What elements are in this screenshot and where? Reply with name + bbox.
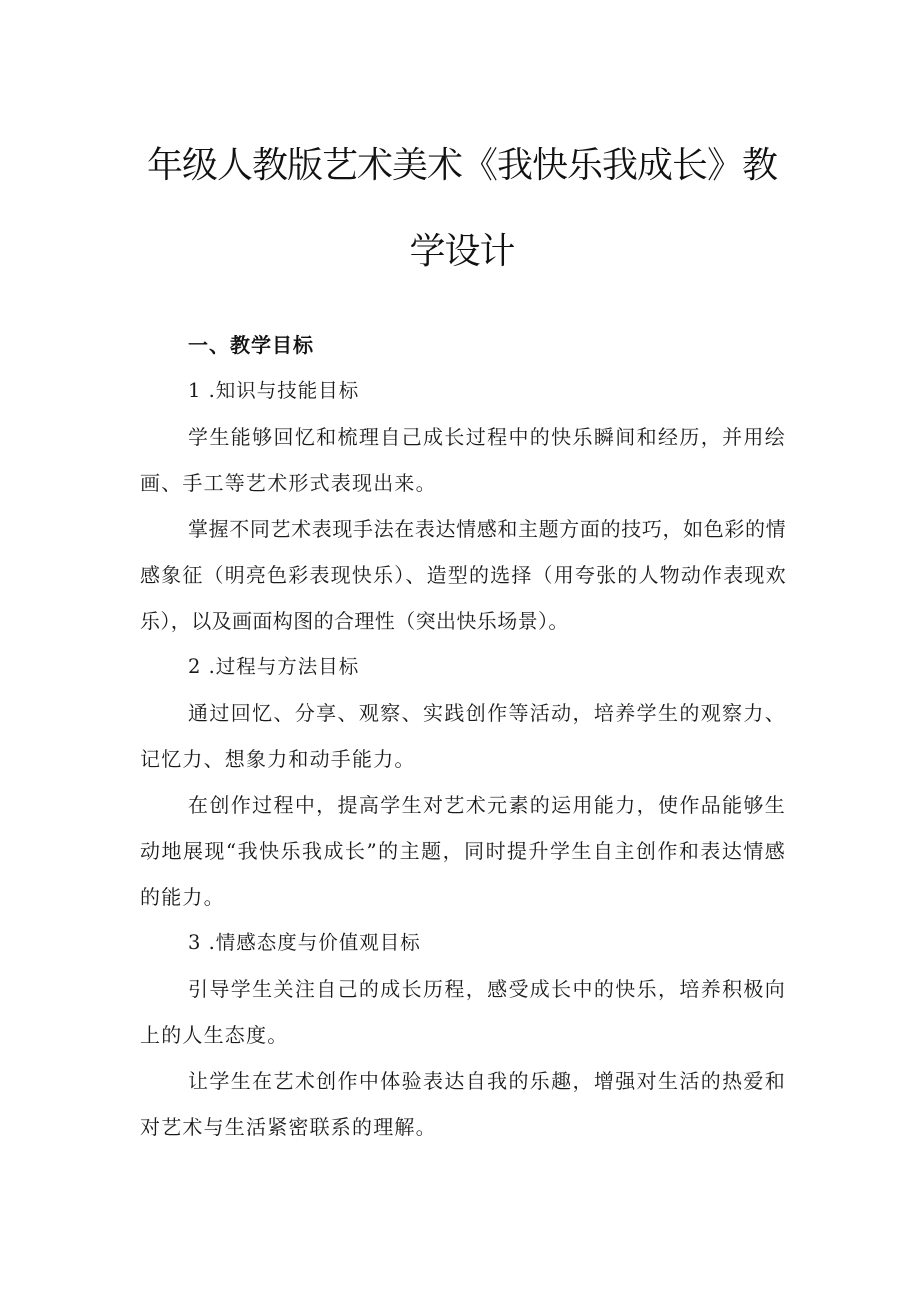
goal-3-paragraph-2: 让学生在艺术创作中体验表达自我的乐趣，增强对生活的热爱和对艺术与生活紧密联系的理解。 <box>140 1069 786 1139</box>
goal-2-paragraph-2: 在创作过程中，提高学生对艺术元素的运用能力，使作品能够生动地展现“我快乐我成长”的主题，同时提升学生自主创作和表达情感的能力。 <box>140 793 786 909</box>
goal-3-label: 3 .情感态度与价值观目标 <box>188 931 421 954</box>
goal-3-paragraph-1: 引导学生关注自己的成长历程，感受成长中的快乐，培养积极向上的人生态度。 <box>140 977 786 1047</box>
document-title-line-2: 学设计 <box>409 231 515 272</box>
document-title-line-1: 年级人教版艺术美术《我快乐我成长》教 <box>146 145 777 186</box>
section-heading-teaching-goals: 一、教学目标 <box>188 333 314 357</box>
goal-1-paragraph-2: 掌握不同艺术表现手法在表达情感和主题方面的技巧，如色彩的情感象征（明亮色彩表现快乐）、造型的选择（用夸张的人物动作表现欢乐），以及画面构图的合理性（突出快乐场景）。 <box>140 517 786 633</box>
goal-2-label: 2 .过程与方法目标 <box>188 655 360 678</box>
goal-1-label: 1 .知识与技能目标 <box>188 379 360 402</box>
document-body <box>140 322 786 1150</box>
goal-1-paragraph-1: 学生能够回忆和梳理自己成长过程中的快乐瞬间和经历，并用绘画、手工等艺术形式表现出来。 <box>140 425 786 495</box>
goal-2-paragraph-1: 通过回忆、分享、观察、实践创作等活动，培养学生的观察力、记忆力、想象力和动手能力。 <box>140 701 786 771</box>
